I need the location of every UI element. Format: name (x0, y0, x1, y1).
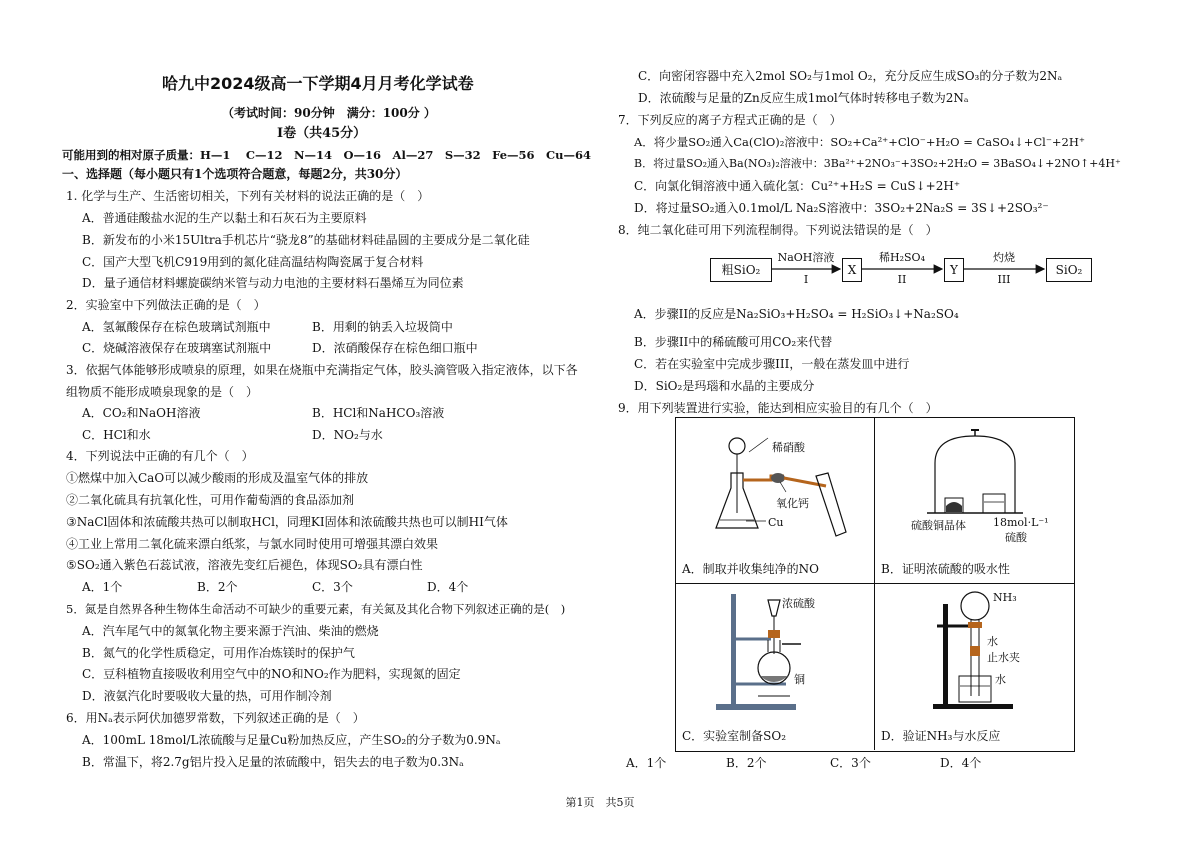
apparatus-b-drawing (875, 418, 1073, 558)
q7-option-d: D．将过量SO₂通入0.1mol/L Na₂S溶液中：3SO₂+2Na₂S = 3S↓+2SO₃²⁻ (634, 201, 1049, 215)
q4-option-d: D．4个 (427, 580, 469, 594)
question-7: 7．下列反应的离子方程式正确的是（ ） (618, 113, 842, 127)
q8-option-b: B．步骤II中的稀硫酸可用CO₂来代替 (634, 335, 833, 349)
flow-box-x: X (842, 258, 862, 282)
q2-option-a: A．氢氟酸保存在棕色玻璃试剂瓶中 (82, 320, 271, 334)
q9-option-b: B．2个 (726, 756, 767, 770)
q5-option-d: D．液氨汽化时要吸收大量的热，可用作制冷剂 (82, 689, 332, 703)
question-8: 8．纯二氧化硅可用下列流程制得。下列说法错误的是（ ） (618, 223, 938, 237)
apparatus-a (676, 418, 875, 584)
apparatus-d (875, 584, 1074, 750)
caption-b: B．证明浓硫酸的吸水性 (881, 562, 1010, 576)
q1-option-c: C．国产大型飞机C919用到的氮化硅高温结构陶瓷属于复合材料 (82, 255, 424, 269)
q4-statement-3: ③NaCl固体和浓硫酸共热可以制取HCl，同理KI固体和浓硫酸共热也可以制HI气体 (66, 515, 508, 529)
label-water-bottom: 水 (995, 673, 1006, 686)
label-dilute-nitric-acid: 稀硝酸 (772, 441, 805, 454)
q8-option-d: D．SiO₂是玛瑙和水晶的主要成分 (634, 379, 815, 393)
q5-option-a: A．汽车尾气中的氮氧化物主要来源于汽油、柴油的燃烧 (82, 624, 379, 638)
q9-apparatus-grid (675, 417, 1075, 752)
q3-option-b: B．HCl和NaHCO₃溶液 (312, 406, 445, 420)
label-ammonia: NH₃ (993, 591, 1017, 604)
flow-box-start: 粗SiO₂ (710, 258, 772, 282)
q4-option-c: C．3个 (312, 580, 353, 594)
q3-option-d: D．NO₂与水 (312, 428, 383, 442)
q9-option-d: D．4个 (940, 756, 982, 770)
flow-box-end: SiO₂ (1046, 258, 1092, 282)
q8-option-a: A．步骤II的反应是Na₂SiO₃+H₂SO₄ = H₂SiO₃↓+Na₂SO₄ (634, 307, 959, 321)
atomic-masses: 可能用到的相对原子质量：H—1 C—12 N—14 O—16 Al—27 S—32 Fe—56 Cu—64 (62, 148, 592, 162)
q9-option-a: A．1个 (626, 756, 667, 770)
step-1: I (803, 273, 809, 286)
q6-option-c: C．向密闭容器中充入2mol SO₂与1mol O₂，充分反应生成SO₃的分子数为2Nₐ (638, 69, 1063, 83)
label-sulfuric-acid: 硫酸 (1005, 531, 1027, 544)
q3-option-a: A．CO₂和NaOH溶液 (82, 406, 201, 420)
q7-option-b: B．将过量SO₂通入Ba(NO₃)₂溶液中：3Ba²⁺+2NO₃⁻+3SO₂+2H₂O = 3BaSO₄↓+2NO↑+4H⁺ (634, 157, 1121, 170)
q6-option-b: B．常温下，将2.7g铝片投入足量的浓硫酸中，铝失去的电子数为0.3Nₐ (82, 755, 464, 769)
q4-option-b: B．2个 (197, 580, 238, 594)
apparatus-a-drawing (676, 418, 874, 558)
q1-option-b: B．新发布的小米15Ultra手机芯片“骁龙8”的基础材料硅晶圆的主要成分是二氧化硅 (82, 233, 530, 247)
q2-option-c: C．烧碱溶液保存在玻璃塞试剂瓶中 (82, 341, 272, 355)
apparatus-c-drawing (676, 584, 874, 719)
q4-statement-4: ④工业上常用二氧化硫来漂白纸浆，与氯水同时使用可增强其漂白效果 (66, 537, 439, 551)
q9-options (626, 755, 981, 771)
question-3: 3．依据气体能够形成喷泉的原理，如果在烧瓶中充满指定气体，胶头滴管吸入指定液体，以下各 (66, 363, 578, 377)
q3-option-c: C．HCl和水 (82, 428, 151, 442)
reagent-1: NaOH溶液 (777, 251, 835, 264)
question-5: 5．氮是自然界各种生物体生命活动不可缺少的重要元素，有关氮及其化合物下列叙述正确的是( ) (66, 602, 566, 616)
q6-option-d: D．浓硫酸与足量的Zn反应生成1mol气体时转移电子数为2Nₐ (638, 91, 969, 105)
reagent-2: 稀H₂SO₄ (879, 251, 925, 264)
q5-option-c: C．豆科植物直接吸收利用空气中的NO和NO₂作为肥料，实现氮的固定 (82, 667, 461, 681)
caption-c: C．实验室制备SO₂ (682, 729, 787, 743)
label-copper: Cu (768, 516, 784, 529)
question-2: 2．实验室中下列做法正确的是（ ） (66, 298, 266, 312)
question-3-cont: 组物质不能形成喷泉现象的是（ ） (66, 385, 259, 399)
label-concentrated-sulfuric-acid: 浓硫酸 (782, 597, 815, 610)
question-9: 9．用下列装置进行实验，能达到相应实验目的有几个（ ） (618, 401, 938, 415)
q4-option-a: A．1个 (82, 580, 123, 594)
caption-d: D．验证NH₃与水反应 (881, 729, 1001, 743)
q9-option-c: C．3个 (830, 756, 871, 770)
apparatus-b (875, 418, 1074, 584)
exam-title: 哈九中2024级高一下学期4月月考化学试卷 (162, 74, 474, 93)
step-3: III (997, 273, 1011, 286)
q5-option-b: B．氮气的化学性质稳定，可用作冶炼镁时的保护气 (82, 646, 355, 660)
q1-option-a: A．普通硅酸盐水泥的生产以黏土和石灰石为主要原料 (82, 211, 367, 225)
q2-option-b: B．用剩的钠丢入垃圾筒中 (312, 320, 453, 334)
q4-statement-1: ①燃煤中加入CaO可以减少酸雨的形成及温室气体的排放 (66, 471, 369, 485)
label-concentration: 18mol·L⁻¹ (993, 516, 1049, 529)
caption-a: A．制取并收集纯净的NO (682, 562, 820, 576)
q4-statement-5: ⑤SO₂通入紫色石蕊试液，溶液先变红后褪色，体现SO₂具有漂白性 (66, 558, 423, 572)
label-copper-c: 铜 (794, 673, 805, 686)
question-1: 1. 化学与生产、生活密切相关，下列有关材料的说法正确的是（ ） (66, 189, 430, 203)
q7-option-c: C．向氯化铜溶液中通入硫化氢：Cu²⁺+H₂S = CuS↓+2H⁺ (634, 179, 961, 193)
q7-option-a: A．将少量SO₂通入Ca(ClO)₂溶液中：SO₂+Ca²⁺+ClO⁻+H₂O = CaSO₄↓+Cl⁻+2H⁺ (634, 135, 1085, 149)
label-calcium-oxide: 氧化钙 (776, 497, 809, 510)
section-title: I卷（共45分） (277, 126, 367, 141)
exam-info: （考试时间：90分钟 满分：100分 ） (222, 106, 436, 120)
label-water-top: 水 (987, 635, 998, 648)
flow-box-y: Y (944, 258, 964, 282)
question-4: 4．下列说法中正确的有几个（ ） (66, 449, 254, 463)
q6-option-a: A．100mL 18mol/L浓硫酸与足量Cu粉加热反应，产生SO₂的分子数为0.9Nₐ (82, 733, 501, 747)
q2-option-d: D．浓硝酸保存在棕色细口瓶中 (312, 341, 478, 355)
reagent-3: 灼烧 (993, 251, 1015, 264)
q8-flow-diagram (710, 249, 1130, 289)
apparatus-d-drawing (875, 584, 1073, 719)
q4-statement-2: ②二氧化硫具有抗氧化性，可用作葡萄酒的食品添加剂 (66, 493, 355, 507)
question-6: 6．用Nₐ表示阿伏加德罗常数，下列叙述正确的是（ ） (66, 711, 365, 725)
label-clamp: 止水夹 (987, 651, 1020, 664)
q4-options (82, 579, 468, 595)
label-copper-sulfate-crystal: 硫酸铜晶体 (911, 519, 966, 532)
step-2: II (897, 273, 907, 286)
page-footer: 第1页 共5页 (565, 796, 635, 809)
q8-option-c: C．若在实验室中完成步骤III，一般在蒸发皿中进行 (634, 357, 910, 371)
apparatus-c (676, 584, 875, 750)
part-heading: 一、选择题（每小题只有1个选项符合题意，每题2分，共30分） (62, 167, 408, 181)
q1-option-d: D．量子通信材料螺旋碳纳米管与动力电池的主要材料石墨烯互为同位素 (82, 276, 464, 290)
